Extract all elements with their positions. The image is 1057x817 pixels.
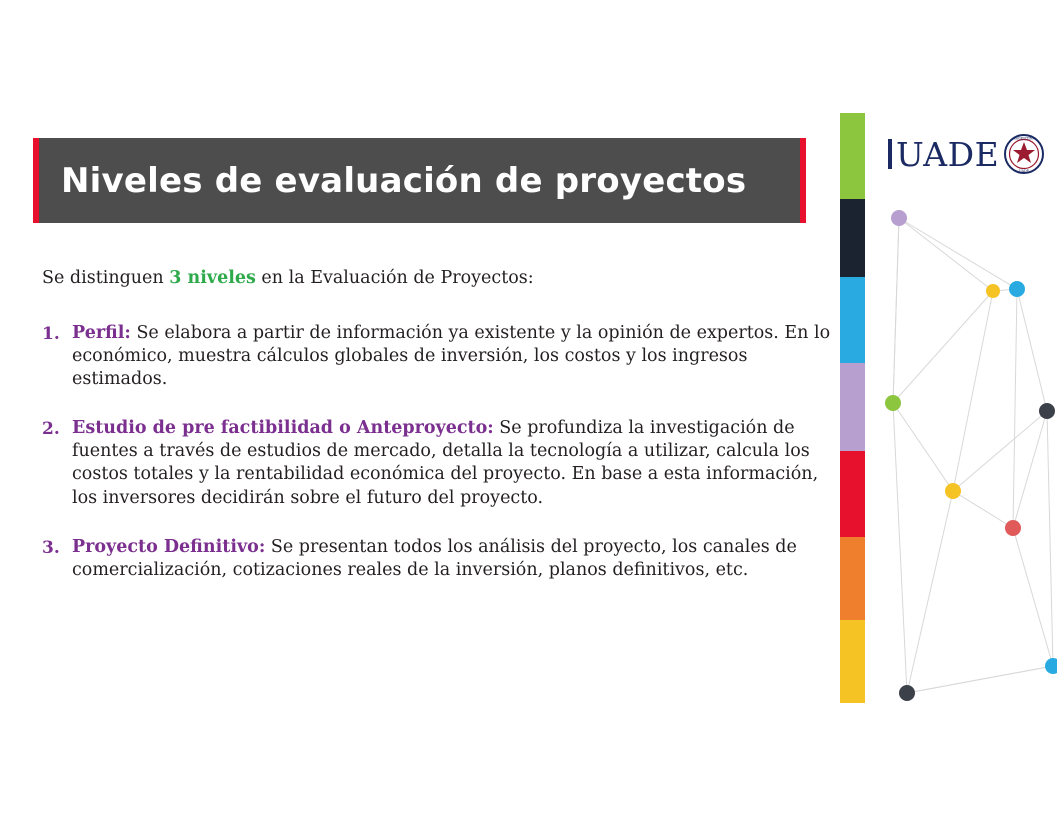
network-node bbox=[1009, 281, 1025, 297]
color-stripe-green bbox=[840, 113, 865, 199]
list-item-body bbox=[72, 536, 832, 582]
network-node bbox=[1045, 658, 1057, 674]
color-stripe-dark-navy bbox=[840, 199, 865, 277]
list-item-text: Se elabora a partir de información ya existente y la opinión de expertos. En lo económico, muestra cálculos globales de inversión, los costos y los ingresos estimados. bbox=[72, 323, 831, 390]
slide-title-banner bbox=[33, 138, 806, 223]
network-node bbox=[891, 210, 907, 226]
intro-after: en la Evaluación de Proyectos: bbox=[255, 268, 534, 288]
network-graphic bbox=[865, 113, 1057, 703]
network-node bbox=[945, 483, 961, 499]
brand-logo bbox=[888, 131, 1036, 177]
list-item-body bbox=[72, 417, 832, 509]
color-stripe-bar bbox=[840, 113, 865, 703]
list-item bbox=[42, 322, 832, 391]
list-item-number: 3. bbox=[42, 537, 60, 558]
intro-highlight: 3 niveles bbox=[169, 268, 256, 288]
network-node bbox=[1039, 403, 1055, 419]
list-item-lead: Proyecto Definitivo: bbox=[72, 536, 266, 557]
list-item-text: Se profundiza la investigación de fuentes a través de estudios de mercado, detalla la tecnología a utilizar, calcula los costos totales y la rentabilidad económica del proyecto. En base a esta información, los inversores decidirán sobre el futuro del proyecto. bbox=[72, 418, 819, 508]
color-stripe-lavender bbox=[840, 363, 865, 451]
page-title: Niveles de evaluación de proyectos bbox=[61, 160, 747, 201]
network-node bbox=[885, 395, 901, 411]
list-item-text: Se presentan todos los análisis del proyecto, los canales de comercialización, cotizaciones reales de la inversión, planos definitivos, etc. bbox=[72, 536, 797, 580]
network-node bbox=[899, 685, 915, 701]
university-seal-icon bbox=[1003, 133, 1045, 175]
svg-text:UADE: UADE bbox=[1018, 169, 1030, 173]
logo-wordmark: UADE bbox=[896, 134, 1000, 174]
decorative-panel bbox=[840, 113, 1057, 703]
color-stripe-cyan bbox=[840, 277, 865, 363]
color-stripe-crimson bbox=[840, 451, 865, 537]
network-node bbox=[1005, 520, 1021, 536]
list-item-lead: Perfil: bbox=[72, 323, 131, 343]
list-item-number: 2. bbox=[42, 419, 60, 440]
intro-line bbox=[42, 268, 534, 288]
network-node bbox=[986, 284, 1000, 298]
list-item-lead: Estudio de pre factibilidad o Anteproyecto: bbox=[72, 418, 494, 439]
color-stripe-orange bbox=[840, 537, 865, 620]
svg-text:ARGENTINA: ARGENTINA bbox=[1012, 136, 1036, 141]
list-item bbox=[42, 417, 832, 509]
color-stripe-yellow bbox=[840, 620, 865, 703]
list-item-body bbox=[72, 322, 832, 391]
list-item bbox=[42, 536, 832, 582]
list-item-number: 1. bbox=[42, 324, 60, 344]
levels-list bbox=[42, 322, 832, 608]
logo-bar-icon bbox=[888, 139, 892, 169]
intro-before: Se distinguen bbox=[42, 268, 170, 288]
